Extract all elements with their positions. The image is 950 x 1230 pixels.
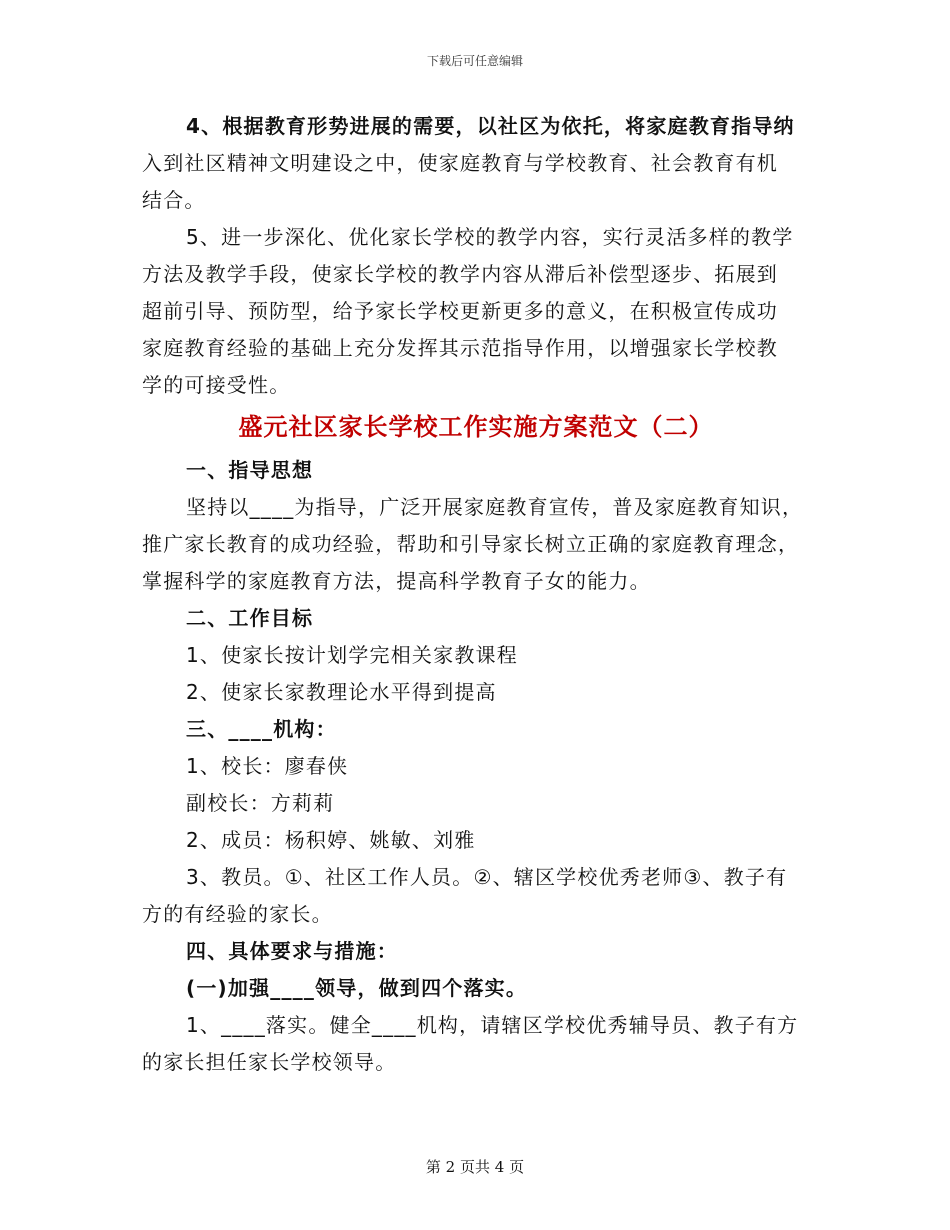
list-item: 1、使家长按计划学完相关家教课程 [186,643,518,667]
section-title: 盛元社区家长学校工作实施方案范文（二） [238,413,714,441]
page-header: 下载后可任意编辑 [426,54,523,68]
section-heading: 二、工作目标 [186,606,314,630]
paragraph-line: 坚持以____为指导，广泛开展家庭教育宣传，普及家庭教育知识， [186,495,804,519]
paragraph-line: 结合。 [142,188,206,212]
list-item: 3、教员。①、社区工作人员。②、辖区学校优秀老师③、教子有 [186,865,788,889]
page-footer: 第 2 页共 4 页 [425,1158,525,1176]
list-item: 2、成员：杨积婷、姚敏、刘雅 [186,828,476,852]
paragraph-line: 学的可接受性。 [142,373,291,397]
paragraph-line: 掌握科学的家庭教育方法，提高科学教育子女的能力。 [142,569,651,593]
list-item: 2、使家长家教理论水平得到提高 [186,680,497,704]
paragraph-line: 入到社区精神文明建设之中，使家庭教育与学校教育、社会教育有机 [142,151,778,175]
section-heading: 三、____机构： [186,717,337,741]
subsection-heading: (一)加强____领导，做到四个落实。 [186,976,528,1000]
paragraph-line: 方法及教学手段，使家长学校的教学内容从滞后补偿型逐步、拓展到 [142,262,778,286]
document-body [142,108,810,1081]
paragraph-line: 1、____落实。健全____机构，请辖区学校优秀辅导员、教子有方 [186,1013,799,1037]
paragraph-line: 家庭教育经验的基础上充分发挥其示范指导作用，以增强家长学校教 [142,336,778,360]
paragraph-line: 超前引导、预防型，给予家长学校更新更多的意义，在积极宣传成功 [142,299,778,323]
list-item: 副校长：方莉莉 [186,791,335,815]
paragraph-line: 推广家长教育的成功经验，帮助和引导家长树立正确的家庭教育理念， [142,532,800,556]
section-heading: 四、具体要求与措施： [186,939,398,963]
paragraph-line: 的家长担任家长学校领导。 [142,1050,397,1074]
paragraph-line: 4、根据教育形势进展的需要，以社区为依托，将家庭教育指导纳 [186,114,795,138]
paragraph-line: 方的有经验的家长。 [142,902,333,926]
paragraph-line: 5、进一步深化、优化家长学校的教学内容，实行灵活多样的教学 [186,225,794,249]
section-heading: 一、指导思想 [186,458,314,482]
list-item: 1、校长：廖春侠 [186,754,349,778]
